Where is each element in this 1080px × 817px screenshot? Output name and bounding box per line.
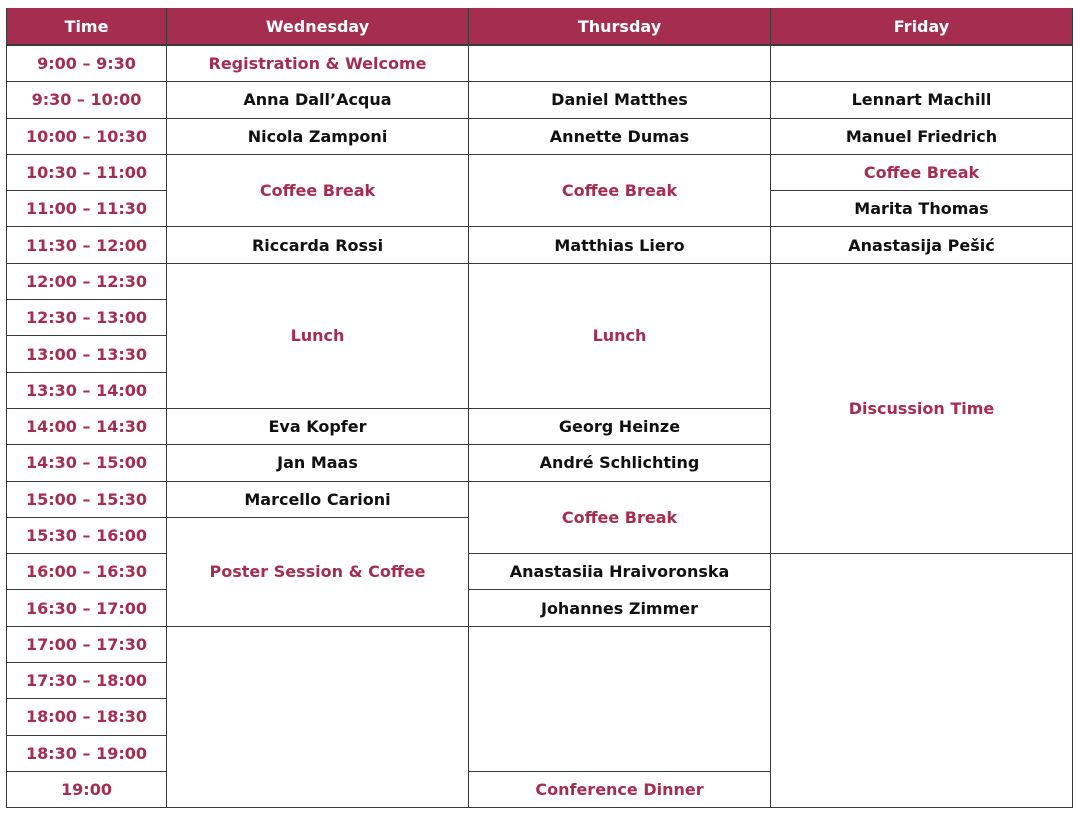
time-cell: 14:30 – 15:00 [7,445,167,481]
table-row [7,45,1073,82]
wed-poster-session: Poster Session & Coffee [167,517,469,626]
time-cell: 12:30 – 13:00 [7,300,167,336]
thu-coffee-break: Coffee Break [469,154,771,227]
time-cell: 16:00 – 16:30 [7,554,167,590]
schedule-table [6,8,1073,808]
time-cell: 11:00 – 11:30 [7,191,167,227]
table-row [7,263,1073,299]
fri-talk: Manuel Friedrich [771,118,1073,154]
wed-talk: Jan Maas [167,445,469,481]
table-row [7,227,1073,263]
time-cell: 12:00 – 12:30 [7,263,167,299]
time-cell: 10:00 – 10:30 [7,118,167,154]
wed-talk: Anna Dall’Acqua [167,82,469,118]
time-cell: 14:00 – 14:30 [7,408,167,444]
time-cell: 13:30 – 14:00 [7,372,167,408]
fri-talk: Lennart Machill [771,82,1073,118]
time-cell: 18:30 – 19:00 [7,735,167,771]
table-row [7,554,1073,590]
wed-talk: Nicola Zamponi [167,118,469,154]
time-cell: 10:30 – 11:00 [7,154,167,190]
wed-talk: Eva Kopfer [167,408,469,444]
fri-coffee-break: Coffee Break [771,154,1073,190]
time-cell: 19:00 [7,771,167,807]
fri-talk: Anastasija Pešić [771,227,1073,263]
fri-empty-cell [771,45,1073,82]
header-wednesday: Wednesday [167,8,469,45]
wed-empty-cell [167,626,469,807]
wed-talk: Riccarda Rossi [167,227,469,263]
time-cell: 9:00 – 9:30 [7,45,167,82]
fri-empty-cell [771,554,1073,808]
thu-talk: Matthias Liero [469,227,771,263]
fri-talk: Marita Thomas [771,191,1073,227]
time-cell: 18:00 – 18:30 [7,699,167,735]
thu-talk: Anastasiia Hraivoronska [469,554,771,590]
time-cell: 13:00 – 13:30 [7,336,167,372]
thu-lunch: Lunch [469,263,771,408]
header-thursday: Thursday [469,8,771,45]
thu-talk: André Schlichting [469,445,771,481]
thu-conference-dinner: Conference Dinner [469,771,771,807]
header-time: Time [7,8,167,45]
table-row [7,118,1073,154]
time-cell: 17:00 – 17:30 [7,626,167,662]
thu-talk: Daniel Matthes [469,82,771,118]
time-cell: 15:30 – 16:00 [7,517,167,553]
header-row [7,8,1073,45]
time-cell: 17:30 – 18:00 [7,663,167,699]
header-friday: Friday [771,8,1073,45]
thu-empty-cell [469,45,771,82]
wed-coffee-break: Coffee Break [167,154,469,227]
fri-discussion-time: Discussion Time [771,263,1073,553]
table-row [7,82,1073,118]
thu-talk: Johannes Zimmer [469,590,771,626]
thu-talk: Georg Heinze [469,408,771,444]
time-cell: 9:30 – 10:00 [7,82,167,118]
time-cell: 16:30 – 17:00 [7,590,167,626]
time-cell: 15:00 – 15:30 [7,481,167,517]
thu-coffee-break: Coffee Break [469,481,771,554]
thu-empty-cell [469,626,771,771]
thu-talk: Annette Dumas [469,118,771,154]
wed-lunch: Lunch [167,263,469,408]
table-row [7,154,1073,190]
wed-registration: Registration & Welcome [167,45,469,82]
wed-talk: Marcello Carioni [167,481,469,517]
time-cell: 11:30 – 12:00 [7,227,167,263]
